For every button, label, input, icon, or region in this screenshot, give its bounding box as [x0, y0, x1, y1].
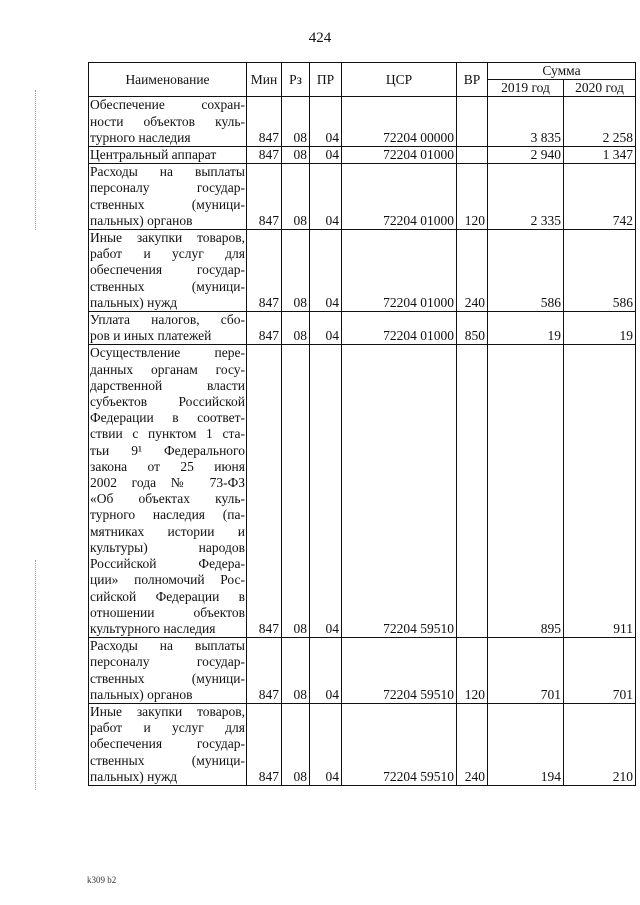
cell-csr: 72204 01000: [342, 147, 457, 164]
row-name: [89, 638, 247, 704]
row-name-line: ции» полномочий Рос-: [90, 572, 245, 588]
cell-y2020: 742: [564, 164, 636, 230]
cell-csr: 72204 00000: [342, 97, 457, 147]
cell-y2020: 586: [564, 230, 636, 312]
cell-vr: [457, 147, 488, 164]
cell-min: 847: [247, 638, 282, 704]
cell-min: 847: [247, 703, 282, 785]
cell-min: 847: [247, 97, 282, 147]
cell-rz: 08: [282, 230, 310, 312]
table-row: [89, 230, 636, 312]
table-body: [89, 97, 636, 786]
row-name-line: ности объектов куль-: [90, 113, 245, 129]
cell-y2020: 911: [564, 345, 636, 638]
cell-pr: 04: [310, 703, 342, 785]
row-name-line: турного наследия: [90, 129, 191, 145]
cell-min: 847: [247, 230, 282, 312]
cell-vr: 240: [457, 230, 488, 312]
table-row: [89, 312, 636, 345]
cell-y2019: 586: [488, 230, 564, 312]
table-row: [89, 97, 636, 147]
row-name: [89, 312, 247, 345]
table-row: [89, 345, 636, 638]
margin-mark-lower: [35, 560, 36, 790]
cell-y2020: 2 258: [564, 97, 636, 147]
cell-min: 847: [247, 164, 282, 230]
row-name: [89, 345, 247, 638]
cell-y2019: 19: [488, 312, 564, 345]
row-name-line: ственных (муници-: [90, 278, 245, 294]
cell-y2019: 2 940: [488, 147, 564, 164]
row-name-line: Российской Федера-: [90, 556, 245, 572]
cell-rz: 08: [282, 164, 310, 230]
cell-y2020: 1 347: [564, 147, 636, 164]
header-2020: 2020 год: [564, 80, 636, 97]
cell-min: 847: [247, 345, 282, 638]
row-name-line: обеспечения государ-: [90, 262, 245, 278]
row-name-line: отношении объектов: [90, 604, 245, 620]
row-name-line: работ и услуг для: [90, 720, 245, 736]
row-name-line: Осуществление пере-: [90, 345, 245, 361]
margin-mark-upper: [35, 90, 36, 230]
row-name-line: Иные закупки товаров,: [90, 230, 245, 246]
row-name: [89, 164, 247, 230]
cell-vr: [457, 97, 488, 147]
row-name-line: Центральный аппарат: [90, 147, 217, 163]
cell-pr: 04: [310, 230, 342, 312]
header-vr: ВР: [457, 63, 488, 97]
header-2019: 2019 год: [488, 80, 564, 97]
row-name-line: пальных) нужд: [90, 294, 178, 310]
cell-csr: 72204 59510: [342, 638, 457, 704]
row-name-line: ров и иных платежей: [90, 328, 212, 344]
row-name-line: пальных) органов: [90, 686, 193, 702]
header-name: Наименование: [89, 63, 247, 97]
cell-vr: 120: [457, 164, 488, 230]
row-name-line: работ и услуг для: [90, 246, 245, 262]
row-name-line: Обеспечение сохран-: [90, 97, 245, 113]
cell-csr: 72204 01000: [342, 312, 457, 345]
cell-y2019: 2 335: [488, 164, 564, 230]
budget-table: [88, 62, 636, 786]
row-name-line: обеспечения государ-: [90, 736, 245, 752]
cell-rz: 08: [282, 312, 310, 345]
cell-y2019: 194: [488, 703, 564, 785]
row-name-line: ственных (муници-: [90, 196, 245, 212]
cell-vr: [457, 345, 488, 638]
cell-rz: 08: [282, 345, 310, 638]
table-row: [89, 703, 636, 785]
row-name-line: пальных) органов: [90, 212, 193, 228]
header-pr: ПР: [310, 63, 342, 97]
cell-rz: 08: [282, 703, 310, 785]
row-name-line: ственных (муници-: [90, 670, 245, 686]
row-name-line: пальных) нужд: [90, 768, 178, 784]
footer-code: k309 b2: [87, 875, 117, 885]
cell-csr: 72204 59510: [342, 703, 457, 785]
row-name-line: персоналу государ-: [90, 654, 245, 670]
row-name-line: ствии с пунктом 1 ста-: [90, 426, 245, 442]
row-name-line: субъектов Российской: [90, 394, 245, 410]
header-csr: ЦСР: [342, 63, 457, 97]
row-name-line: турного наследия (па-: [90, 507, 245, 523]
cell-y2020: 701: [564, 638, 636, 704]
cell-csr: 72204 59510: [342, 345, 457, 638]
cell-y2019: 701: [488, 638, 564, 704]
row-name-line: персоналу государ-: [90, 180, 245, 196]
cell-rz: 08: [282, 147, 310, 164]
cell-csr: 72204 01000: [342, 230, 457, 312]
header-min: Мин: [247, 63, 282, 97]
header-sum: Сумма: [488, 63, 636, 80]
cell-min: 847: [247, 147, 282, 164]
row-name-line: Расходы на выплаты: [90, 638, 245, 654]
cell-y2019: 895: [488, 345, 564, 638]
row-name-line: сийской Федерации в: [90, 588, 245, 604]
row-name-line: 2002 года № 73-ФЗ: [90, 475, 245, 491]
row-name: [89, 703, 247, 785]
cell-pr: 04: [310, 164, 342, 230]
table-row: [89, 147, 636, 164]
cell-y2020: 210: [564, 703, 636, 785]
row-name-line: культурного наследия: [90, 620, 216, 636]
cell-rz: 08: [282, 97, 310, 147]
cell-pr: 04: [310, 345, 342, 638]
row-name-line: «Об объектах куль-: [90, 491, 245, 507]
row-name: [89, 147, 247, 164]
row-name-line: ственных (муници-: [90, 752, 245, 768]
row-name-line: дарственной власти: [90, 377, 245, 393]
row-name-line: Уплата налогов, сбо-: [90, 312, 245, 328]
cell-vr: 240: [457, 703, 488, 785]
row-name-line: мятниках истории и: [90, 523, 245, 539]
row-name: [89, 230, 247, 312]
page-number: 424: [308, 30, 332, 46]
row-name-line: Иные закупки товаров,: [90, 703, 245, 719]
row-name-line: Расходы на выплаты: [90, 164, 245, 180]
row-name-line: культуры) народов: [90, 539, 245, 555]
header-rz: Рз: [282, 63, 310, 97]
cell-vr: 120: [457, 638, 488, 704]
row-name-line: закона от 25 июня: [90, 458, 245, 474]
table-row: [89, 164, 636, 230]
row-name-line: данных органам госу-: [90, 361, 245, 377]
cell-y2020: 19: [564, 312, 636, 345]
cell-pr: 04: [310, 97, 342, 147]
cell-pr: 04: [310, 638, 342, 704]
cell-y2019: 3 835: [488, 97, 564, 147]
cell-vr: 850: [457, 312, 488, 345]
row-name-line: Федерации в соответ-: [90, 410, 245, 426]
cell-pr: 04: [310, 312, 342, 345]
cell-csr: 72204 01000: [342, 164, 457, 230]
cell-pr: 04: [310, 147, 342, 164]
cell-min: 847: [247, 312, 282, 345]
row-name: [89, 97, 247, 147]
cell-rz: 08: [282, 638, 310, 704]
table-row: [89, 638, 636, 704]
row-name-line: тьи 9¹ Федерального: [90, 442, 245, 458]
